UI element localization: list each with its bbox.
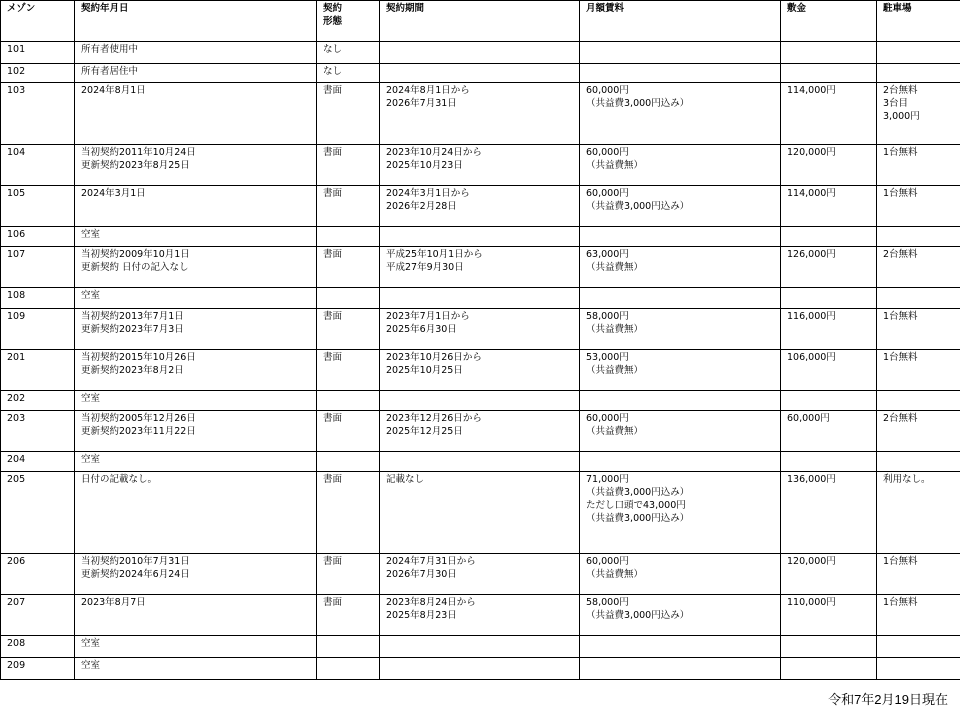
cell-contract-date-line: 当初契約2010年7月31日 [81,556,190,567]
table-row [1,42,960,64]
table-row [1,186,960,227]
cell-contract-date [75,247,317,288]
table-row [1,83,960,145]
cell-period-line: 2023年10月24日から [386,147,482,158]
cell-parking [877,350,960,391]
cell-rent-line: （共益費3,000円込み） [586,98,690,109]
cell-rent [580,83,781,145]
cell-contract-date-line: 更新契約2023年7月3日 [81,324,184,335]
cell-rent [580,554,781,595]
cell-parking [877,83,960,145]
table-row [1,658,960,680]
cell-parking [877,636,960,658]
cell-contract-date-line: 日付の記載なし。 [81,474,158,485]
cell-contract-date [75,288,317,309]
cell-rent-line: （共益費3,000円込み） [586,487,690,498]
cell-period [380,186,580,227]
cell-period-line: 2025年8月23日 [386,610,457,621]
cell-rent-line: （共益費無） [586,569,644,580]
cell-parking-line: 1台無料 [883,352,918,363]
cell-contract-date-line: 2024年8月1日 [81,85,146,96]
cell-form: 書面 [317,145,380,186]
cell-contract-date-line: 空室 [81,229,101,240]
cell-contract-date-line: 更新契約2024年6月24日 [81,569,190,580]
cell-parking [877,247,960,288]
cell-rent-line: 60,000円 [586,188,629,199]
header-rent: 月額賃料 [580,1,781,42]
cell-deposit: 114,000円 [781,83,877,145]
cell-room: 108 [1,288,75,309]
cell-period-line: 2024年3月1日から [386,188,470,199]
cell-period-line: 2025年10月25日 [386,365,463,376]
cell-contract-date-line: 更新契約2023年8月25日 [81,160,190,171]
cell-period-line: 2026年7月30日 [386,569,457,580]
cell-contract-date [75,227,317,247]
cell-form [317,658,380,680]
cell-form: 書面 [317,247,380,288]
cell-contract-date-line: 所有者使用中 [81,44,139,55]
cell-contract-date-line: 空室 [81,454,101,465]
cell-rent-line: （共益費3,000円込み） [586,513,690,524]
cell-contract-date-line: 空室 [81,290,101,301]
cell-parking [877,186,960,227]
cell-deposit [781,42,877,64]
table-row [1,411,960,452]
header-contract-date: 契約年月日 [75,1,317,42]
cell-parking-line: 1台無料 [883,147,918,158]
cell-deposit: 114,000円 [781,186,877,227]
cell-room: 201 [1,350,75,391]
cell-rent-line: 60,000円 [586,85,629,96]
cell-parking-line: 2台無料 [883,85,918,96]
cell-contract-date [75,145,317,186]
cell-deposit: 106,000円 [781,350,877,391]
header-form-line: 契約 [323,3,343,14]
cell-deposit [781,64,877,83]
cell-deposit [781,288,877,309]
cell-form [317,391,380,411]
cell-period-line: 2025年6月30日 [386,324,457,335]
cell-rent-line: 60,000円 [586,556,629,567]
cell-room: 204 [1,452,75,472]
cell-period [380,288,580,309]
header-parking: 駐車場 [877,1,960,42]
cell-contract-date-line: 当初契約2005年12月26日 [81,413,196,424]
cell-form: 書面 [317,595,380,636]
cell-parking [877,452,960,472]
cell-contract-date [75,554,317,595]
cell-contract-date-line: 2024年3月1日 [81,188,146,199]
cell-rent [580,309,781,350]
cell-contract-date [75,636,317,658]
cell-contract-date [75,595,317,636]
cell-rent-line: 63,000円 [586,249,629,260]
table-row [1,288,960,309]
cell-parking [877,411,960,452]
cell-period [380,658,580,680]
cell-rent [580,391,781,411]
cell-rent [580,350,781,391]
cell-period-line: 2024年8月1日から [386,85,470,96]
cell-rent-line: 60,000円 [586,147,629,158]
cell-parking-line: 1台無料 [883,597,918,608]
cell-rent-line: （共益費3,000円込み） [586,610,690,621]
cell-contract-date [75,452,317,472]
cell-contract-date-line: 更新契約2023年11月22日 [81,426,196,437]
cell-deposit [781,452,877,472]
cell-deposit: 120,000円 [781,145,877,186]
cell-parking [877,309,960,350]
cell-contract-date-line: 当初契約2013年7月1日 [81,311,184,322]
cell-rent-line: 60,000円 [586,413,629,424]
cell-contract-date-line: 所有者居住中 [81,66,139,77]
cell-room: 102 [1,64,75,83]
cell-parking [877,554,960,595]
cell-room: 207 [1,595,75,636]
cell-rent-line: （共益費無） [586,262,644,273]
cell-contract-date-line: 2023年8月7日 [81,597,146,608]
cell-period [380,309,580,350]
cell-form: 書面 [317,411,380,452]
cell-contract-date-line: 当初契約2009年10月1日 [81,249,190,260]
cell-deposit [781,227,877,247]
table-row [1,452,960,472]
table-row [1,472,960,554]
table-row [1,636,960,658]
table-row [1,145,960,186]
table-row [1,554,960,595]
cell-rent-line: （共益費3,000円込み） [586,201,690,212]
cell-parking-line: 1台無料 [883,188,918,199]
cell-period [380,554,580,595]
cell-period-line: 2026年7月31日 [386,98,457,109]
cell-contract-date [75,658,317,680]
cell-room: 109 [1,309,75,350]
cell-rent [580,145,781,186]
cell-period-line: 2023年7月1日から [386,311,470,322]
cell-period-line: 2025年12月25日 [386,426,463,437]
cell-deposit: 126,000円 [781,247,877,288]
cell-rent [580,636,781,658]
cell-form: 書面 [317,83,380,145]
header-row [1,1,960,42]
cell-contract-date [75,350,317,391]
cell-room: 208 [1,636,75,658]
cell-room: 206 [1,554,75,595]
table-row [1,309,960,350]
cell-rent [580,411,781,452]
cell-rent [580,288,781,309]
cell-rent [580,247,781,288]
cell-form: 書面 [317,554,380,595]
cell-room: 103 [1,83,75,145]
header-form-line: 形態 [323,16,343,27]
cell-period [380,350,580,391]
table-row [1,595,960,636]
cell-room: 104 [1,145,75,186]
cell-contract-date-line: 空室 [81,638,101,649]
cell-room: 106 [1,227,75,247]
cell-form [317,288,380,309]
cell-room: 107 [1,247,75,288]
cell-deposit: 60,000円 [781,411,877,452]
cell-contract-date [75,472,317,554]
cell-room: 202 [1,391,75,411]
header-deposit: 敷金 [781,1,877,42]
cell-deposit: 110,000円 [781,595,877,636]
cell-period [380,247,580,288]
cell-parking [877,472,960,554]
cell-contract-date-line: 更新契約2023年8月2日 [81,365,184,376]
table-body [1,42,960,680]
cell-period [380,595,580,636]
cell-period [380,411,580,452]
cell-form [317,452,380,472]
header-room: メゾン [1,1,75,42]
cell-period [380,452,580,472]
cell-deposit [781,391,877,411]
header-form [317,1,380,42]
table-row [1,64,960,83]
cell-period-line: 2023年10月26日から [386,352,482,363]
cell-contract-date-line: 当初契約2015年10月26日 [81,352,196,363]
cell-rent-line: 58,000円 [586,597,629,608]
cell-room: 101 [1,42,75,64]
cell-parking [877,288,960,309]
cell-period-line: 記載なし [386,474,425,485]
cell-contract-date [75,391,317,411]
cell-rent-line: 53,000円 [586,352,629,363]
cell-period [380,64,580,83]
cell-parking [877,42,960,64]
cell-parking [877,391,960,411]
cell-contract-date [75,411,317,452]
table-row [1,391,960,411]
cell-form: 書面 [317,350,380,391]
cell-rent [580,452,781,472]
cell-contract-date [75,42,317,64]
cell-form: 書面 [317,472,380,554]
cell-period [380,42,580,64]
cell-period [380,83,580,145]
cell-form: 書面 [317,309,380,350]
cell-rent-line: （共益費無） [586,365,644,376]
cell-rent-line: ただし口頭で43,000円 [586,500,686,511]
cell-contract-date-line: 当初契約2011年10月24日 [81,147,196,158]
cell-form: なし [317,64,380,83]
cell-period-line: 2023年12月26日から [386,413,482,424]
header-period: 契約期間 [380,1,580,42]
cell-contract-date-line: 更新契約 日付の記入なし [81,262,189,273]
cell-parking-line: 3,000円 [883,111,920,122]
cell-parking-line: 利用なし。 [883,474,931,485]
cell-room: 205 [1,472,75,554]
cell-parking [877,64,960,83]
cell-contract-date-line: 空室 [81,660,101,671]
cell-rent [580,227,781,247]
cell-rent [580,595,781,636]
cell-rent-line: （共益費無） [586,160,644,171]
cell-period-line: 平成25年10月1日から [386,249,483,260]
cell-period-line: 2026年2月28日 [386,201,457,212]
cell-room: 105 [1,186,75,227]
cell-rent-line: 58,000円 [586,311,629,322]
cell-parking-line: 1台無料 [883,311,918,322]
cell-contract-date [75,83,317,145]
cell-form: なし [317,42,380,64]
cell-period-line: 2025年10月23日 [386,160,463,171]
cell-room: 203 [1,411,75,452]
cell-room: 209 [1,658,75,680]
cell-period [380,227,580,247]
cell-rent [580,186,781,227]
cell-parking-line: 3台目 [883,98,909,109]
cell-form [317,636,380,658]
cell-contract-date [75,309,317,350]
cell-rent-line: （共益費無） [586,324,644,335]
cell-deposit: 136,000円 [781,472,877,554]
cell-rent [580,472,781,554]
cell-period [380,391,580,411]
cell-parking-line: 2台無料 [883,249,918,260]
cell-period-line: 2023年8月24日から [386,597,476,608]
cell-rent-line: （共益費無） [586,426,644,437]
table-row [1,350,960,391]
cell-contract-date-line: 空室 [81,393,101,404]
cell-rent-line: 71,000円 [586,474,629,485]
cell-parking-line: 1台無料 [883,556,918,567]
cell-parking [877,145,960,186]
cell-period [380,636,580,658]
cell-period-line: 2024年7月31日から [386,556,476,567]
cell-period-line: 平成27年9月30日 [386,262,464,273]
cell-deposit [781,658,877,680]
cell-contract-date [75,64,317,83]
cell-form: 書面 [317,186,380,227]
table-row [1,247,960,288]
cell-form [317,227,380,247]
cell-parking [877,227,960,247]
cell-rent [580,42,781,64]
cell-rent [580,64,781,83]
as-of-date: 令和7年2月19日現在 [828,692,948,707]
cell-rent [580,658,781,680]
cell-deposit: 116,000円 [781,309,877,350]
cell-period [380,472,580,554]
cell-deposit: 120,000円 [781,554,877,595]
cell-parking [877,595,960,636]
table-row [1,227,960,247]
cell-contract-date [75,186,317,227]
cell-period [380,145,580,186]
cell-parking [877,658,960,680]
cell-deposit [781,636,877,658]
cell-parking-line: 2台無料 [883,413,918,424]
